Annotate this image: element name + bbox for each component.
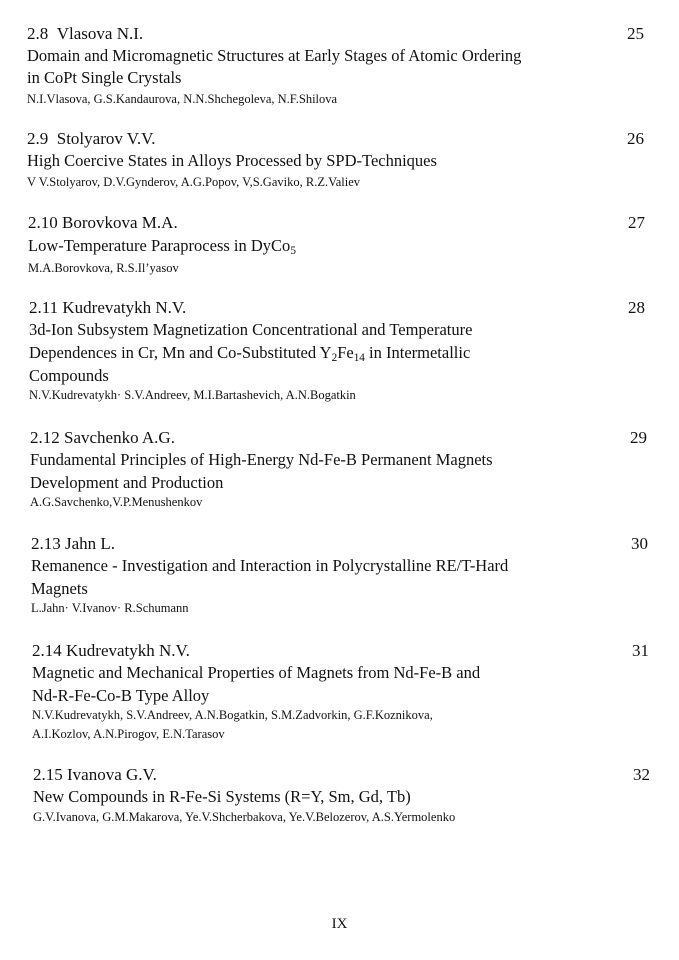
entry-title-line: Nd-R-Fe-Co-B Type Alloy (32, 686, 210, 705)
entry-title-line: Domain and Micromagnetic Structures at Early Stages of Atomic Ordering (27, 46, 522, 65)
entry-title-line: Fundamental Principles of High-Energy Nd-Fe-B Permanent Magnets (30, 450, 493, 469)
entry-title-line: Low-Temperature Paraprocess in DyCo$_5$ (28, 236, 296, 257)
entry-page-number: 28 (628, 298, 645, 317)
entry-author: Ivanova G.V. (67, 765, 157, 784)
entry-heading (32, 641, 190, 661)
entry-authors: N.V.Kudrevatykh, S.V.Andreev, A.N.Bogatkin, S.M.Zadvorkin, G.F.Koznikova, (32, 708, 433, 722)
entry-page-number: 31 (632, 641, 649, 660)
entry-heading (29, 298, 186, 318)
entry-heading (28, 213, 178, 233)
entry-title-line: in CoPt Single Crystals (27, 68, 182, 87)
entry-page-number: 26 (627, 129, 644, 148)
entry-number: 2.12 (30, 428, 60, 447)
entry-title-line: 3d-Ion Subsystem Magnetization Concentrational and Temperature (29, 320, 473, 339)
entry-title-line: Magnetic and Mechanical Properties of Magnets from Nd-Fe-B and (32, 663, 481, 682)
entry-authors: A.G.Savchenko,V.P.Menushenkov (30, 495, 203, 509)
entry-title-line: High Coercive States in Alloys Processed by SPD-Techniques (27, 151, 437, 170)
entry-number: 2.9 (27, 129, 49, 148)
entry-number: 2.15 (33, 765, 63, 784)
entry-title-line: Remanence - Investigation and Interaction in Polycrystalline RE/T-Hard (31, 556, 509, 575)
entry-heading (27, 24, 143, 44)
entry-authors: A.I.Kozlov, A.N.Pirogov, E.N.Tarasov (32, 727, 225, 741)
entry-authors: M.A.Borovkova, R.S.Il’yasov (28, 261, 179, 275)
page-footer-numeral: IX (331, 916, 348, 932)
entry-number: 2.13 (31, 534, 61, 553)
entry-number: 2.11 (29, 298, 59, 317)
entry-title-line: Compounds (29, 366, 109, 385)
entry-heading (31, 534, 115, 554)
entry-author: Vlasova N.I. (56, 24, 144, 43)
entry-author: Borovkova M.A. (62, 213, 178, 232)
entry-heading (33, 765, 157, 785)
entry-page-number: 32 (633, 765, 650, 784)
entry-number: 2.10 (28, 213, 58, 232)
entry-authors: L.Jahn· V.Ivanov· R.Schumann (31, 601, 189, 615)
entry-title-line: New Compounds in R-Fe-Si Systems (R=Y, Sm, Gd, Tb) (33, 787, 411, 806)
entry-page-number: 30 (631, 534, 648, 553)
entry-number: 2.14 (32, 641, 62, 660)
entry-author: Savchenko A.G. (64, 428, 175, 447)
entry-author: Kudrevatykh N.V. (62, 298, 187, 317)
entry-number: 2.8 (27, 24, 49, 43)
entry-page-number: 25 (627, 24, 644, 43)
entry-author: Stolyarov V.V. (56, 129, 156, 148)
entry-page-number: 29 (630, 428, 647, 447)
entry-title-line: Dependences in Cr, Mn and Co-Substituted $Y_2Fe_{14}$ in Intermetallic (29, 343, 471, 364)
entry-page-number: 27 (628, 213, 645, 232)
entry-authors: N.I.Vlasova, G.S.Kandaurova, N.N.Shchegoleva, N.F.Shilova (27, 92, 338, 106)
entry-authors: G.V.Ivanova, G.M.Makarova, Ye.V.Shcherbakova, Ye.V.Belozerov, A.S.Yermolenko (33, 810, 456, 824)
entry-title-line: Magnets (31, 579, 88, 598)
entry-heading (30, 428, 175, 448)
entry-authors: V V.Stolyarov, D.V.Gynderov, A.G.Popov, V,S.Gaviko, R.Z.Valiev (27, 175, 361, 189)
entry-title-line: Development and Production (30, 473, 224, 492)
entry-author: Jahn L. (65, 534, 116, 553)
entry-authors: N.V.Kudrevatykh· S.V.Andreev, M.I.Bartashevich, A.N.Bogatkin (29, 388, 356, 402)
entry-author: Kudrevatykh N.V. (66, 641, 190, 660)
entry-heading (27, 129, 155, 149)
